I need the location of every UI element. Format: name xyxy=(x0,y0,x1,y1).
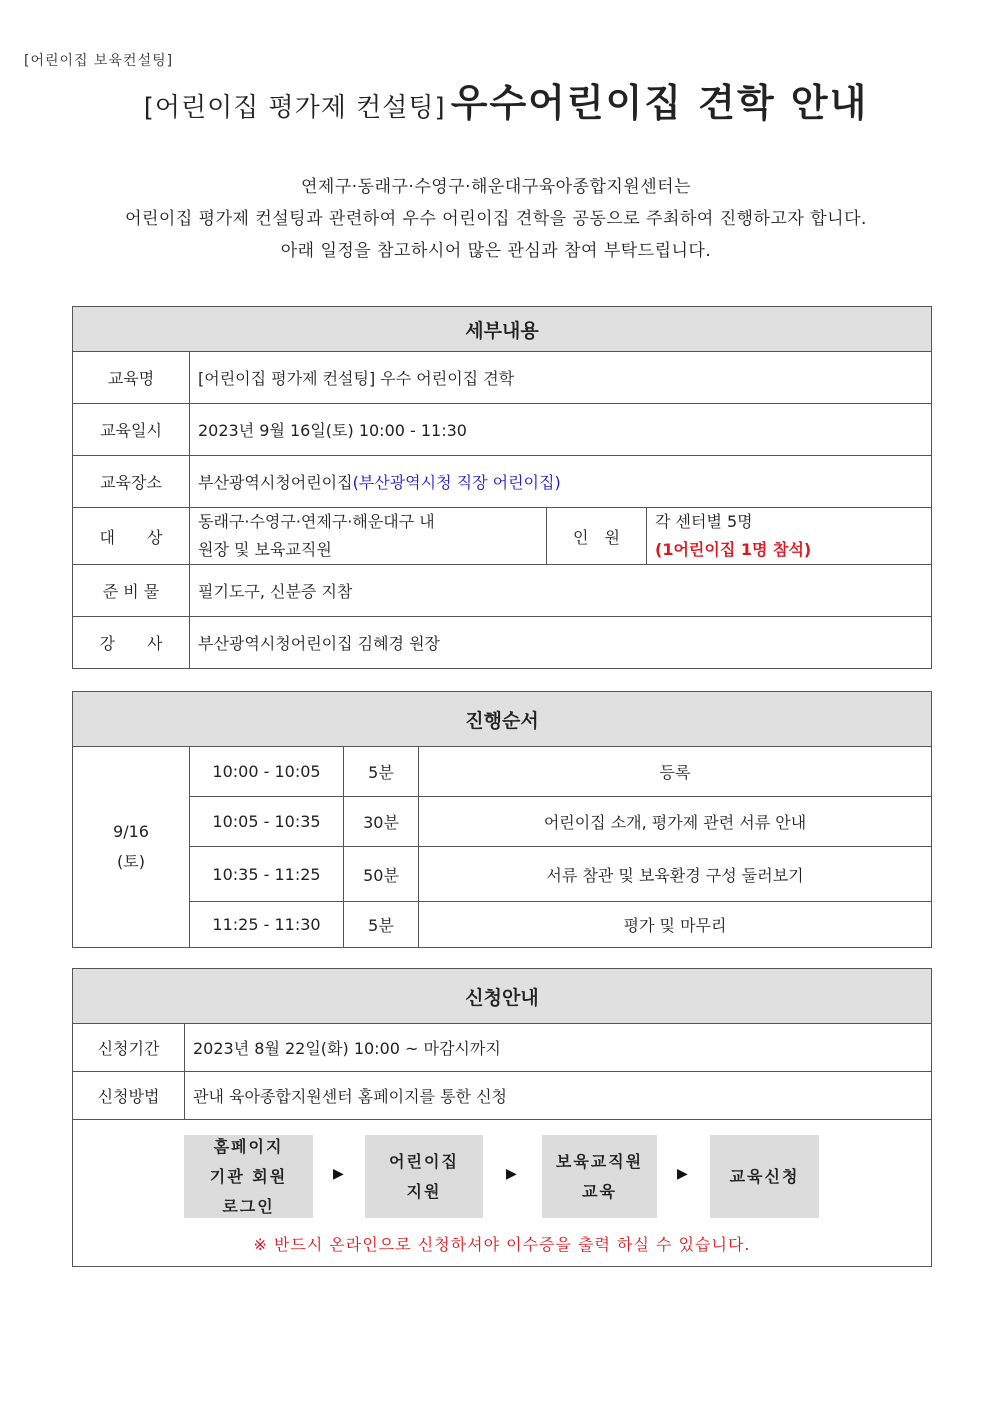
schedule-content: 어린이집 소개, 평가제 관련 서류 안내 xyxy=(419,797,932,847)
method-value: 관내 육아종합지원센터 홈페이지를 통한 신청 xyxy=(185,1072,932,1120)
schedule-duration: 30분 xyxy=(344,797,419,847)
count-line-2: (1어린이집 1명 참석) xyxy=(655,540,812,559)
schedule-table xyxy=(72,691,932,948)
course-label: 교육명 xyxy=(73,352,190,404)
flow-step-apply xyxy=(710,1135,819,1218)
schedule-duration: 5분 xyxy=(344,747,419,797)
place-cell xyxy=(190,456,932,508)
count-line-1: 각 센터별 5명 xyxy=(655,512,753,531)
page-title xyxy=(0,72,992,127)
flow-step-center xyxy=(365,1135,483,1218)
schedule-content: 서류 참관 및 보육환경 구성 둘러보기 xyxy=(419,847,932,902)
period-value: 2023년 8월 22일(화) 10:00 ~ 마감시까지 xyxy=(185,1024,932,1072)
flow-step-text: 로그인 xyxy=(222,1196,275,1216)
schedule-duration: 50분 xyxy=(344,847,419,902)
arrow-right-icon: ▶ xyxy=(333,1166,344,1182)
flow-step-login xyxy=(184,1135,313,1218)
count-label: 인 원 xyxy=(547,508,647,565)
intro-line-2: 어린이집 평가제 컨설팅과 관련하여 우수 어린이집 견학을 공동으로 주최하여 진행하고자 합니다. xyxy=(125,209,867,229)
schedule-heading: 진행순서 xyxy=(73,692,932,747)
schedule-content: 등록 xyxy=(419,747,932,797)
schedule-date-line-1: 9/16 xyxy=(113,822,149,841)
schedule-date-line-2: (토) xyxy=(117,852,145,871)
flow-step-text: 교육신청 xyxy=(729,1166,800,1186)
intro-line-3: 아래 일정을 참고하시어 많은 관심과 참여 부탁드립니다. xyxy=(280,241,712,261)
place-value: 부산광역시청어린이집 xyxy=(198,473,353,492)
lecturer-value: 부산광역시청어린이집 김혜경 원장 xyxy=(190,617,932,669)
flow-step-text: 기관 회원 xyxy=(209,1166,288,1186)
details-table xyxy=(72,306,932,669)
schedule-content: 평가 및 마무리 xyxy=(419,902,932,948)
document-tag: [어린이집 보육컨설팅] xyxy=(24,53,174,69)
title-main: 우수어린이집 견학 안내 xyxy=(450,81,869,125)
apply-table xyxy=(72,968,932,1267)
place-label: 교육장소 xyxy=(73,456,190,508)
title-prefix: [어린이집 평가제 컨설팅] xyxy=(143,93,446,123)
period-label: 신청기간 xyxy=(73,1024,185,1072)
schedule-time: 11:25 - 11:30 xyxy=(190,902,344,948)
course-value: [어린이집 평가제 컨설팅] 우수 어린이집 견학 xyxy=(190,352,932,404)
schedule-duration: 5분 xyxy=(344,902,419,948)
date-label: 교육일시 xyxy=(73,404,190,456)
flow-step-text: 교육 xyxy=(582,1181,617,1201)
details-heading: 세부내용 xyxy=(73,307,932,352)
lecturer-label: 강 사 xyxy=(73,617,190,669)
target-label: 대 상 xyxy=(73,508,190,565)
schedule-time: 10:35 - 11:25 xyxy=(190,847,344,902)
flow-step-training xyxy=(542,1135,657,1218)
date-value: 2023년 9월 16일(토) 10:00 - 11:30 xyxy=(190,404,932,456)
flow-step-text: 지원 xyxy=(406,1181,442,1201)
flow-step-text: 홈페이지 xyxy=(213,1136,284,1156)
apply-heading: 신청안내 xyxy=(73,969,932,1024)
schedule-date xyxy=(73,747,190,948)
flow-step-text: 어린이집 xyxy=(389,1151,459,1171)
count-value xyxy=(647,508,932,565)
arrow-right-icon: ▶ xyxy=(506,1166,517,1182)
apply-notice: ※ 반드시 온라인으로 신청하셔야 이수증을 출력 하실 수 있습니다. xyxy=(253,1235,751,1254)
target-line-1: 동래구·수영구·연제구·해운대구 내 xyxy=(198,512,435,531)
schedule-time: 10:00 - 10:05 xyxy=(190,747,344,797)
arrow-right-icon: ▶ xyxy=(677,1166,688,1182)
method-label: 신청방법 xyxy=(73,1072,185,1120)
target-line-2: 원장 및 보육교직원 xyxy=(198,540,332,559)
place-note: (부산광역시청 직장 어린이집) xyxy=(352,473,561,492)
flow-step-text: 보육교직원 xyxy=(555,1151,644,1171)
prep-label: 준 비 물 xyxy=(73,565,190,617)
target-value xyxy=(190,508,547,565)
schedule-time: 10:05 - 10:35 xyxy=(190,797,344,847)
intro-line-1: 연제구·동래구·수영구·해운대구육아종합지원센터는 xyxy=(301,177,691,197)
prep-value: 필기도구, 신분증 지참 xyxy=(190,565,932,617)
